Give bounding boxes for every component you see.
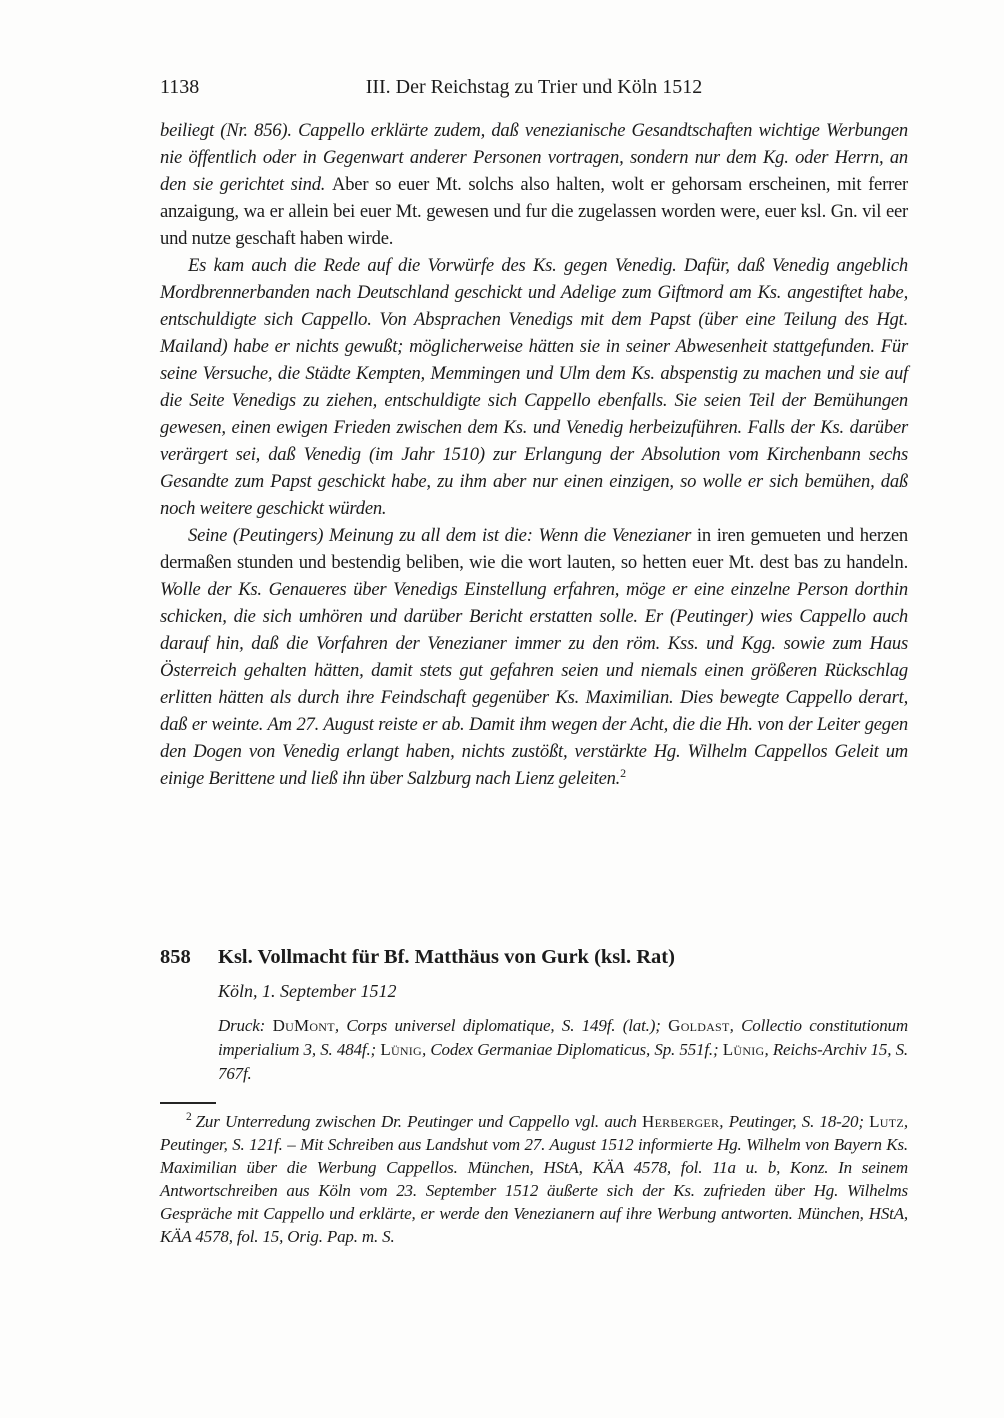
paragraph-1-italic-run: beiliegt (Nr. 856). Cappello erklärte zudem, daß venezianische Gesandtschaften wichtige Werbungen nie öffentlich oder in Gegenwart anderer Personen vortragen, sondern nur dem Kg. oder Herrn, an den sie gerichtet sind. — [160, 120, 908, 195]
author-name-lutz: Lutz — [869, 1112, 904, 1131]
running-title: III. Der Reichstag zu Trier und Köln 1512 — [365, 76, 703, 98]
entry-number: 858 — [160, 946, 191, 968]
author-name-herberger: Herberger — [642, 1112, 720, 1131]
entry-dateline: Köln, 1. September 1512 — [218, 981, 397, 1001]
footnote-segment-3: , Peutinger, S. 121f. – Mit Schreiben aus Landshut vom 27. August 1512 informierte Hg. Wilhelm von Bayern Ks. Maximilian über die Werbung Cappellos. München, HStA, KÄA 4578, fol. 11a u. b, Konz. In seinem Antwortschreiben aus Köln vom 23. September 1512 äußerte sich der Ks. zufrieden über Hg. Wilhelms Gespräche mit Cappello und erklärte, er werde den Venezianern auf ihre Werbung antworten. München, HStA, KÄA 4578, fol. 15, Orig. Pap. m. S. — [160, 1112, 908, 1246]
footnote-separator-rule — [160, 1102, 216, 1104]
entry-print-references — [218, 1014, 908, 1086]
footnote-area — [160, 1102, 908, 1248]
main-text — [160, 117, 908, 792]
druck-label: Druck: — [218, 1016, 273, 1035]
druck-segment-3: , Codex Germaniae Diplomaticus, Sp. 551f.; — [421, 1040, 723, 1059]
page-number: 1138 — [160, 76, 200, 98]
druck-segment-4: , Reichs-Archiv 15, S. 767f. — [218, 1040, 908, 1083]
druck-segment-2: , Collectio constitutionum imperialium 3, S. 484f.; — [218, 1016, 908, 1059]
footnote-2-marker: 2 — [186, 1111, 192, 1124]
author-name-dumont: DuMont — [272, 1016, 335, 1035]
running-header — [160, 76, 908, 102]
paragraph-2-italic-run: Es kam auch die Rede auf die Vorwürfe des Ks. gegen Venedig. Dafür, daß Venedig angeblich Mordbrennerbanden nach Deutschland geschickt und Adelige zum Giftmord am Ks. angestiftet habe, entschuldigte sich Cappello. Von Absprachen Venedigs mit dem Papst (über eine Teilung des Hgt. Mailand) habe er nichts gewußt; möglicherweise hätten sie in seiner Abwesenheit stattgefunden. Für seine Versuche, die Städte Kempten, Memmingen und Ulm dem Ks. abspenstig zu machen und sie auf die Seite Venedigs zu ziehen, entschuldigte sich Cappello ebenfalls. Sie seien Teil der Bemühungen gewesen, einen ewigen Frieden zwischen dem Ks. und Venedig herbeizuführen. Falls der Ks. darüber verärgert sei, daß Venedig (im Jahr 1510) zur Erlangung der Absolution vom Kirchenbann sechs Gesandte zum Papst geschickt habe, zu ihm aber nur einen einzigen, so wolle er sich bemühen, daß noch weitere geschickt würden. — [160, 255, 908, 519]
entry-heading — [160, 944, 908, 970]
paragraph-3-roman-run: in iren gemueten und herzen dermaßen stunden und bestendig beliben, wie die wort lauten, so hetten euer Mt. dest bas zu handeln. — [160, 525, 908, 573]
footnote-2 — [160, 1110, 908, 1248]
footnote-reference-2: 2 — [620, 765, 626, 780]
footnote-segment-1: Zur Unterredung zwischen Dr. Peutinger und Cappello vgl. auch — [195, 1112, 643, 1131]
druck-segment-1: , Corps universel diplomatique, S. 149f. (lat.); — [334, 1016, 669, 1035]
author-name-luenig-1: Lünig — [380, 1040, 422, 1059]
paragraph-1 — [160, 117, 908, 252]
entry-858 — [160, 944, 908, 1086]
author-name-goldast: Goldast — [668, 1016, 730, 1035]
paragraph-3-italic-run-1: Seine (Peutingers) Meinung zu all dem ist die: Wenn die Venezianer — [188, 525, 697, 546]
entry-title: Ksl. Vollmacht für Bf. Matthäus von Gurk (ksl. Rat) — [218, 946, 675, 968]
paragraph-2 — [160, 252, 908, 522]
author-name-luenig-2: Lünig — [722, 1040, 765, 1059]
footnote-segment-2: , Peutinger, S. 18-20; — [719, 1112, 870, 1131]
paragraph-1-roman-run: Aber so euer Mt. solchs also halten, wolt er gehorsam erscheinen, mit ferrer anzaigung, wa er allein bei euer Mt. gewesen und fur die zugelassen worden were, euer ksl. Gn. vil eer und nutze geschaft haben wirde. — [160, 174, 908, 249]
paragraph-3 — [160, 522, 908, 792]
paragraph-3-italic-run-2: Wolle der Ks. Genaueres über Venedigs Einstellung erfahren, möge er eine einzelne Person dorthin schicken, die sich umhören und darüber Bericht erstatten solle. Er (Peutinger) wies Cappello auch darauf hin, daß die Vorfahren der Venezianer immer zu den röm. Kss. und Kgg. sowie zum Haus Österreich gehalten hätten, damit stets gut gefahren seien und niemals einen größeren Rückschlag erlitten hätten als durch ihre Feindschaft gegenüber Ks. Maximilian. Dies bewegte Cappello derart, daß er weinte. Am 27. August reiste er ab. Damit ihm wegen der Acht, die die Hh. von der Leiter gegen den Dogen von Venedig erlangt haben, nichts zustößt, verstärkte Hg. Wilhelm Cappellos Geleit um einige Berittene und ließ ihn über Salzburg nach Lienz geleiten. — [160, 579, 908, 789]
